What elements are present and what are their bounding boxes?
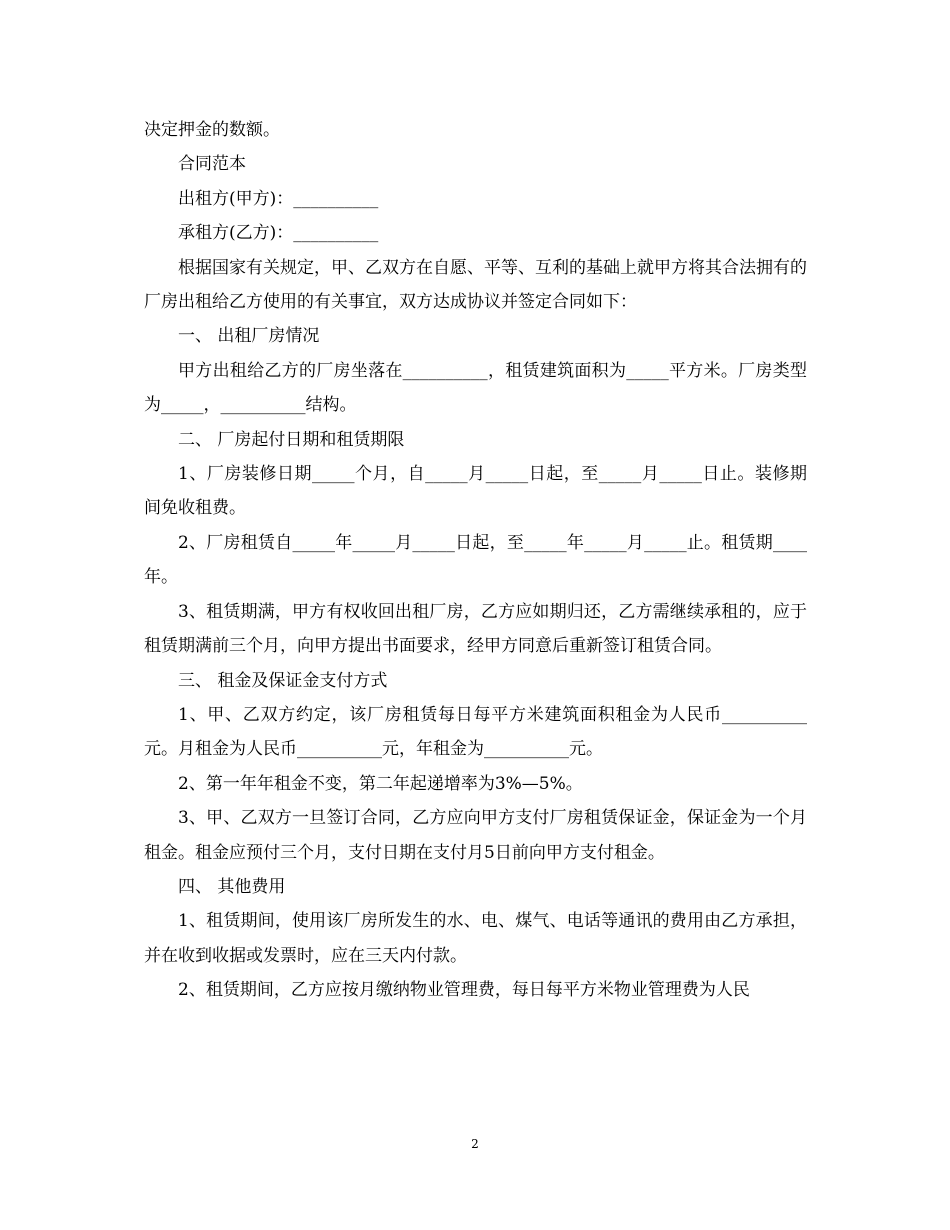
paragraph-lessee: 承租方(乙方)：__________ (178, 223, 379, 244)
contract-body (144, 113, 807, 1008)
section-heading-4: 四、 其他费用 (178, 876, 286, 897)
page-number: 2 (471, 1137, 479, 1151)
paragraph-lessor: 出租方(甲方)：__________ (178, 188, 379, 209)
paragraph-management-fee: 2、租赁期间，乙方应按月缴纳物业管理费，每日每平方米物业管理费为人民 (178, 980, 750, 1001)
paragraph-lease-term: 2、厂房租赁自_____年_____月_____日起，至_____年_____月_____止。租赁期____年。 (144, 532, 807, 588)
paragraph-template-title: 合同范本 (178, 154, 246, 175)
paragraph-rent-increase: 2、第一年年租金不变，第二年起递增率为3%—5%。 (178, 773, 583, 794)
paragraph-rent-amount: 1、甲、乙双方约定，该厂房租赁每日每平方米建筑面积租金为人民币__________元。月租金为人民币__________元，年租金为__________元。 (144, 704, 807, 760)
paragraph-deposit-end: 决定押金的数额。 (144, 120, 280, 140)
section-heading-3: 三、 租金及保证金支付方式 (178, 670, 388, 691)
paragraph-renovation-period: 1、厂房装修日期_____个月，自_____月_____日起，至_____月_____日止。装修期间免收租费。 (144, 464, 807, 519)
section-heading-2: 二、 厂房起付日期和租赁期限 (178, 429, 405, 450)
paragraph-utility-fees: 1、租赁期间，使用该厂房所发生的水、电、煤气、电话等通讯的费用由乙方承担，并在收到收据或发票时，应在三天内付款。 (144, 911, 807, 966)
paragraph-factory-location: 甲方出租给乙方的厂房坐落在__________，租赁建筑面积为_____平方米。厂房类型为_____，__________结构。 (144, 360, 807, 416)
paragraph-deposit-payment: 3、甲、乙双方一旦签订合同，乙方应向甲方支付厂房租赁保证金，保证金为一个月租金。租金应预付三个月，支付日期在支付月5日前向甲方支付租金。 (144, 808, 807, 863)
paragraph-lease-expiry: 3、租赁期满，甲方有权收回出租厂房，乙方应如期归还，乙方需继续承租的，应于租赁期满前三个月，向甲方提出书面要求，经甲方同意后重新签订租赁合同。 (144, 601, 807, 657)
paragraph-preamble: 根据国家有关规定，甲、乙双方在自愿、平等、互利的基础上就甲方将其合法拥有的厂房出租给乙方使用的有关事宜，双方达成协议并签定合同如下： (144, 257, 807, 313)
section-heading-1: 一、 出租厂房情况 (178, 326, 320, 347)
